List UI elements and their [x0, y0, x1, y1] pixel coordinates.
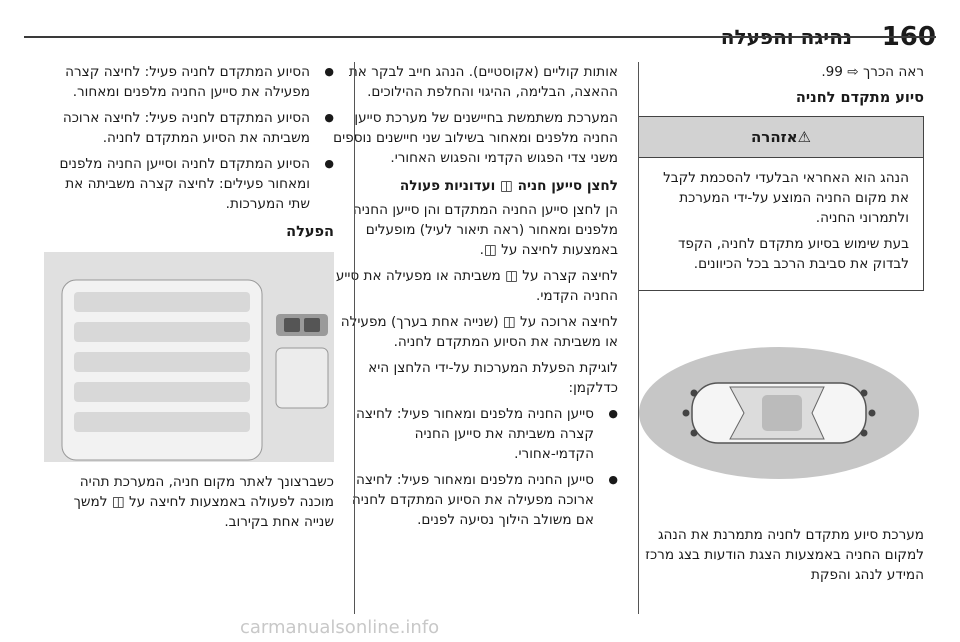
paragraph: המערכת משתמשת בחיישנים של מערכת סייען החניה מלפנים ומאחור בשילוב שני חיישנים נוספים משני צדי הפגוש הקדמי והפגוש האחורי. — [333, 110, 618, 166]
warning-title: ⚠אזהרה — [639, 117, 923, 158]
section-heading: הפעלה — [286, 224, 334, 240]
reference-line: ראה הכרך ⇨ 99. — [821, 64, 924, 80]
paragraph: לוגיקת הפעלת המערכות על-ידי הלחצן היא כדלקמן: — [368, 360, 618, 396]
image-caption: מערכת סיוע מתקדם לחניה מתמרנת את הנהג למקום החניה באמצעות הצגת הודעות בצג מרכז המידע לנהג והפקת — [645, 527, 924, 583]
warning-box — [638, 116, 924, 291]
list-item: ● סייען החניה מלפנים ומאחור פעיל: לחיצה קצרה משביתה את סייען החניה הקדמי-אחורי. — [332, 404, 618, 464]
column-divider — [638, 62, 639, 614]
parking-sensors-car-image — [634, 313, 924, 513]
paragraph: לחיצה ארוכה על ◫ (שנייה אחת בערך) מפעילה או משביתה את הסיוע המתקדם לחניה. — [340, 314, 618, 350]
paragraph: לחיצה קצרה על ◫ משביתה או מפעילה את סייע החניה הקדמי. — [335, 268, 618, 304]
list-item: ● הסיוע המתקדם לחניה פעיל: לחיצה קצרה מפעילה את סייען החניה מלפנים ומאחור. — [42, 62, 334, 102]
middle-column — [332, 62, 618, 536]
sub-heading: לחצן סייען חניה ◫ ועדוניות פעולה — [399, 178, 618, 194]
warning-paragraph-2: בעת שימוש בסיוע מתקדם לחניה, הקפד לבדוק את סביבת הרכב בכל הכיוונים. — [677, 236, 909, 272]
list-item: ● הסיוע המתקדם לחניה פעיל: לחיצה ארוכה משביתה את הסיוע המתקדם לחניה. — [42, 108, 334, 148]
header-rule — [24, 36, 936, 38]
warning-paragraph-1: הנהג הוא האחראי הבלעדי להסכמת לקבל את מקום החניה המוצע על-ידי המערכת ולתמרוני החניה. — [663, 170, 909, 226]
list-item: ● הסיוע המתקדם לחניה וסייען החניה מלפנים ומאחור פעילים: לחיצה קצרה משביתה את שתי המערכות. — [42, 154, 334, 214]
chapter-title: נהיגה והפעלה — [720, 25, 852, 49]
watermark: carmanualsonline.info — [240, 617, 440, 638]
car-top-view-icon — [634, 313, 924, 513]
paragraph: אותות קוליים (אקוסטיים). הנהג חייב לבקר את ההאצה, הבלימה, ההיגוי והחלפת ההילוכים. — [348, 64, 618, 100]
column-divider — [354, 62, 355, 614]
list-item: ● סייען החניה מלפנים ומאחור פעיל: לחיצה ארוכה מפעילה את הסיוע המתקדם לחניה אם משולב הילוך נסיעה לפנים. — [332, 470, 618, 530]
right-column — [638, 62, 924, 591]
paragraph: הן לחצן סייען החניה המתקדם והן סייען החניה מלפנים ומאחור (ראה תיאור לעיל) מופעלים באמצעות לחיצה על ◫. — [352, 202, 618, 258]
button-panel-image — [44, 252, 334, 462]
page-header — [24, 22, 936, 62]
page-number: 160 — [881, 22, 936, 52]
image-caption: כשברצונך לאתר מקום חניה, המערכת תהיה מוכנה לפעולה באמצעות לחיצה על ◫ למשך שנייה אחת בקירוב. — [73, 474, 334, 530]
section-heading: סיוע מתקדם לחניה — [795, 90, 924, 106]
left-column — [42, 62, 334, 538]
control-panel-icon — [44, 252, 334, 462]
